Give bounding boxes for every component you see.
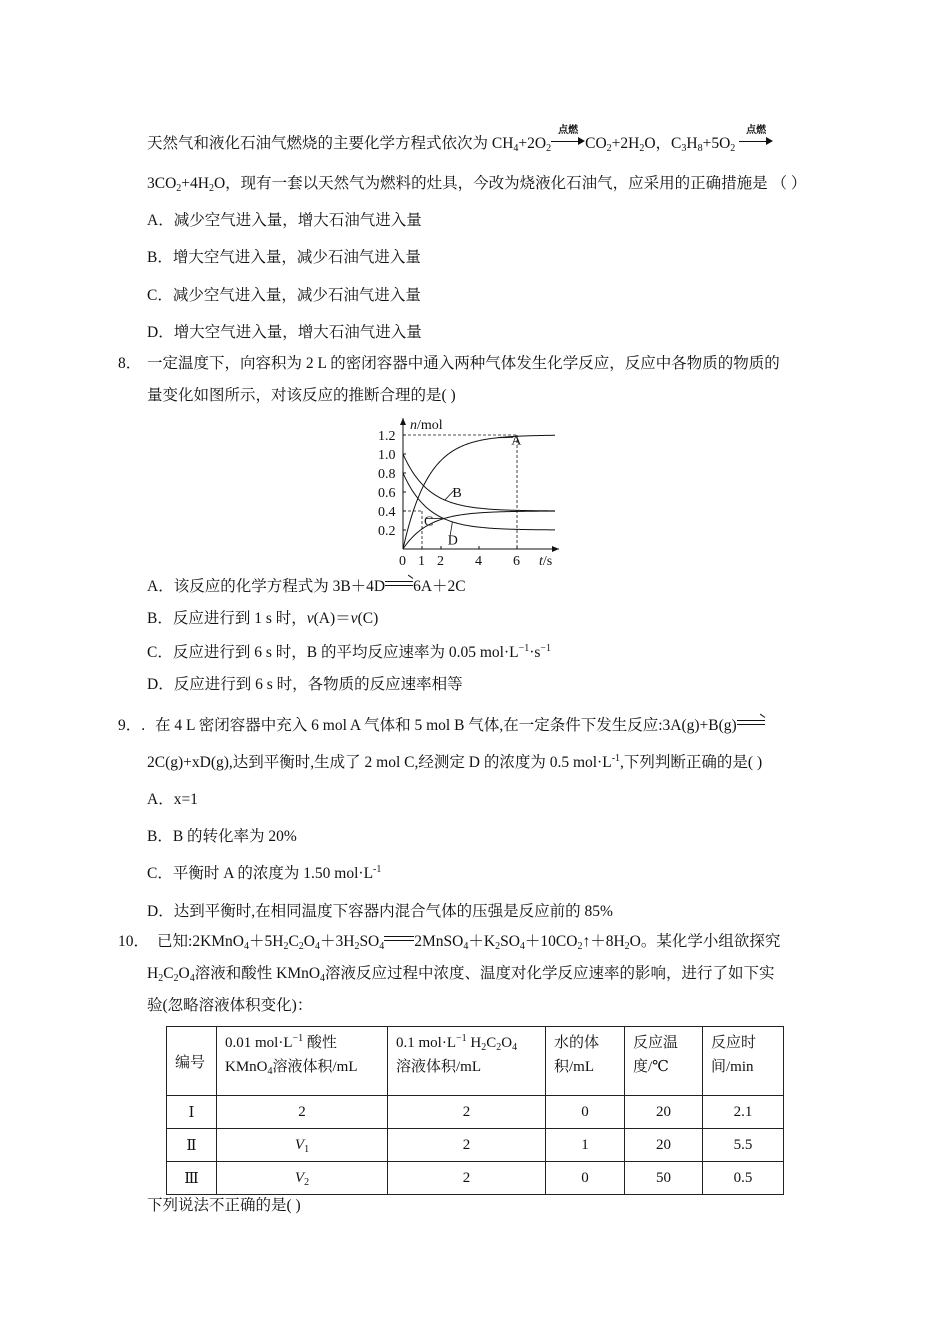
- q8-stem-line1: 一定温度下，向容积为 2 L 的密闭容器中通入两种气体发生化学反应，反应中各物质的物质的: [147, 355, 780, 372]
- y-axis-arrow-icon: [400, 418, 406, 425]
- table-header-row: [167, 1027, 784, 1096]
- reaction-arrow-ignite-1: 点燃: [551, 134, 585, 146]
- q9-stem-line2: 2C(g)+xD(g),达到平衡时,生成了 2 mol C,经测定 D 的浓度为 0.5 $mol\cdot L^{-1}$,下列判断正确的是( ): [147, 753, 763, 771]
- series-label-C: C: [424, 514, 434, 530]
- q9-stem-line1: 在 4 L 密闭容器中充入 6 mol A 气体和 5 mol B 气体,在一定条件下发生反应:3A(g)+B(g): [155, 716, 765, 736]
- series-label-D: D: [447, 533, 458, 549]
- y-tick-label: 1.2: [378, 429, 396, 444]
- table-row: [167, 1129, 784, 1162]
- q10-stem-line3: 验(忽略溶液体积变化)：: [147, 997, 313, 1014]
- q8-stem-line2: 量变化如图所示，对该反应的推断合理的是( ): [147, 387, 456, 404]
- cell-h2c2o4: 2: [388, 1096, 546, 1129]
- header-temperature: 反应温 度/℃: [625, 1027, 703, 1096]
- cell-kmno4: $V_2$: [217, 1162, 388, 1195]
- x-tick-label: 4: [475, 554, 482, 569]
- y-tick-label: 0.2: [378, 524, 396, 539]
- cell-water: 1: [546, 1129, 625, 1162]
- cell-temp: 20: [625, 1096, 703, 1129]
- q7-stem-line2: $3CO_2+4H_2O$，现有一套以天然气为燃料的灶具，今改为烧液化石油气，应采用的正确措施是 （ ）: [147, 175, 807, 194]
- x-tick-label: 6: [513, 554, 520, 569]
- header-id: 编号: [167, 1027, 217, 1096]
- q8-option-c: C．反应进行到 6 s 时，B 的平均反应速率为 0.05 $mol\cdot L^{-1}\cdot s^{-1}$: [147, 643, 552, 661]
- x-tick-label: 1: [418, 554, 425, 569]
- header-time: 反应时 间/min: [703, 1027, 784, 1096]
- y-tick-label: 0.4: [378, 505, 396, 520]
- q8-option-d: D．反应进行到 6 s 时，各物质的反应速率相等: [147, 676, 463, 693]
- header-h2c2o4-volume: 0.1 $mol\cdot L^{-1}$ $H_2C_2O_4$ 溶液体积/mL: [388, 1027, 546, 1096]
- q10-stem-line1: 已知$:2KMnO_4+5H_2C_2O_4+3H_2SO_4$ $2MnSO_4+K_2SO_4+10CO_2↑+8H_2O$。某化学小组欲探究: [157, 933, 781, 952]
- y-tick-label: 1.0: [378, 448, 396, 463]
- cell-h2c2o4: 2: [388, 1162, 546, 1195]
- cell-water: 0: [546, 1162, 625, 1195]
- cell-h2c2o4: 2: [388, 1129, 546, 1162]
- series-label-A: A: [511, 433, 522, 449]
- q8-option-a: A．该反应的化学方程式为 3B＋4D 6A＋2C: [147, 577, 466, 597]
- q10-stem-line2: $H_2C_2O_4$溶液和酸性 KMnO$_4$溶液反应过程中浓度、温度对化学反应速率的影响，进行了如下实: [147, 965, 775, 984]
- q9-option-c: C．平衡时 A 的浓度为 1.50 $mol\cdot L^{-1}$: [147, 864, 382, 882]
- q8-number: 8．: [118, 355, 142, 372]
- q7-option-d: D．增大空气进入量，增大石油气进入量: [147, 324, 422, 341]
- q8-option-b: B．反应进行到 1 s 时，v(A)＝v(C): [147, 610, 379, 627]
- cell-id: Ⅰ: [167, 1096, 217, 1129]
- reversible-arrow-icon: [385, 579, 413, 589]
- series-label-B: B: [452, 486, 462, 501]
- x-tick-label: 2: [437, 554, 444, 569]
- q9-option-b: B．B 的转化率为 20%: [147, 828, 297, 845]
- q7-option-b: B．增大空气进入量，减少石油气进入量: [147, 249, 421, 266]
- series-line-B: [403, 454, 555, 511]
- cell-temp: 20: [625, 1129, 703, 1162]
- cell-time: 2.1: [703, 1096, 784, 1129]
- experiment-table: [166, 1026, 784, 1195]
- y-axis-label: n/mol: [410, 418, 443, 433]
- y-tick-label: 0.8: [378, 467, 396, 482]
- equal-sign-icon: [384, 935, 414, 943]
- cell-time: 5.5: [703, 1129, 784, 1162]
- cell-id: Ⅱ: [167, 1129, 217, 1162]
- cell-temp: 50: [625, 1162, 703, 1195]
- cell-id: Ⅲ: [167, 1162, 217, 1195]
- x-axis-arrow-icon: [552, 546, 559, 552]
- q7-stem-line1: 天然气和液化石油气燃烧的主要化学方程式依次为 $CH_4+2O_2$ 点燃 $CO_2+2H_2O$，$C_3H_8+5O_2$ 点燃: [147, 134, 773, 154]
- cell-water: 0: [546, 1096, 625, 1129]
- series-line-A: [403, 435, 555, 549]
- cell-kmno4: 2: [217, 1096, 388, 1129]
- table-row: [167, 1096, 784, 1129]
- q7-option-a: A．减少空气进入量，增大石油气进入量: [147, 212, 422, 229]
- table-row: [167, 1162, 784, 1195]
- reversible-arrow-icon: [737, 718, 765, 728]
- y-tick-label: 0.6: [378, 486, 396, 501]
- q8-chart: [372, 415, 584, 570]
- header-kmno4-volume: 0.01 $mol\cdot L^{-1}$ 酸性 KMnO$_4$溶液体积/mL: [217, 1027, 388, 1096]
- x-tick-label: 0: [399, 554, 406, 569]
- q9-number: 9．.: [118, 717, 146, 734]
- header-water-volume: 水的体 积/mL: [546, 1027, 625, 1096]
- cell-kmno4: $V_1$: [217, 1129, 388, 1162]
- cell-time: 0.5: [703, 1162, 784, 1195]
- q10-footer: 下列说法不正确的是( ): [147, 1197, 301, 1214]
- q10-number: 10．: [118, 933, 150, 950]
- q9-option-a: A．x=1: [147, 791, 198, 808]
- x-axis-label: t/s: [539, 554, 553, 569]
- q7-option-c: C．减少空气进入量，减少石油气进入量: [147, 287, 421, 304]
- reaction-arrow-ignite-2: 点燃: [739, 134, 773, 146]
- q9-option-d: D．达到平衡时,在相同温度下容器内混合气体的压强是反应前的 85%: [147, 903, 613, 920]
